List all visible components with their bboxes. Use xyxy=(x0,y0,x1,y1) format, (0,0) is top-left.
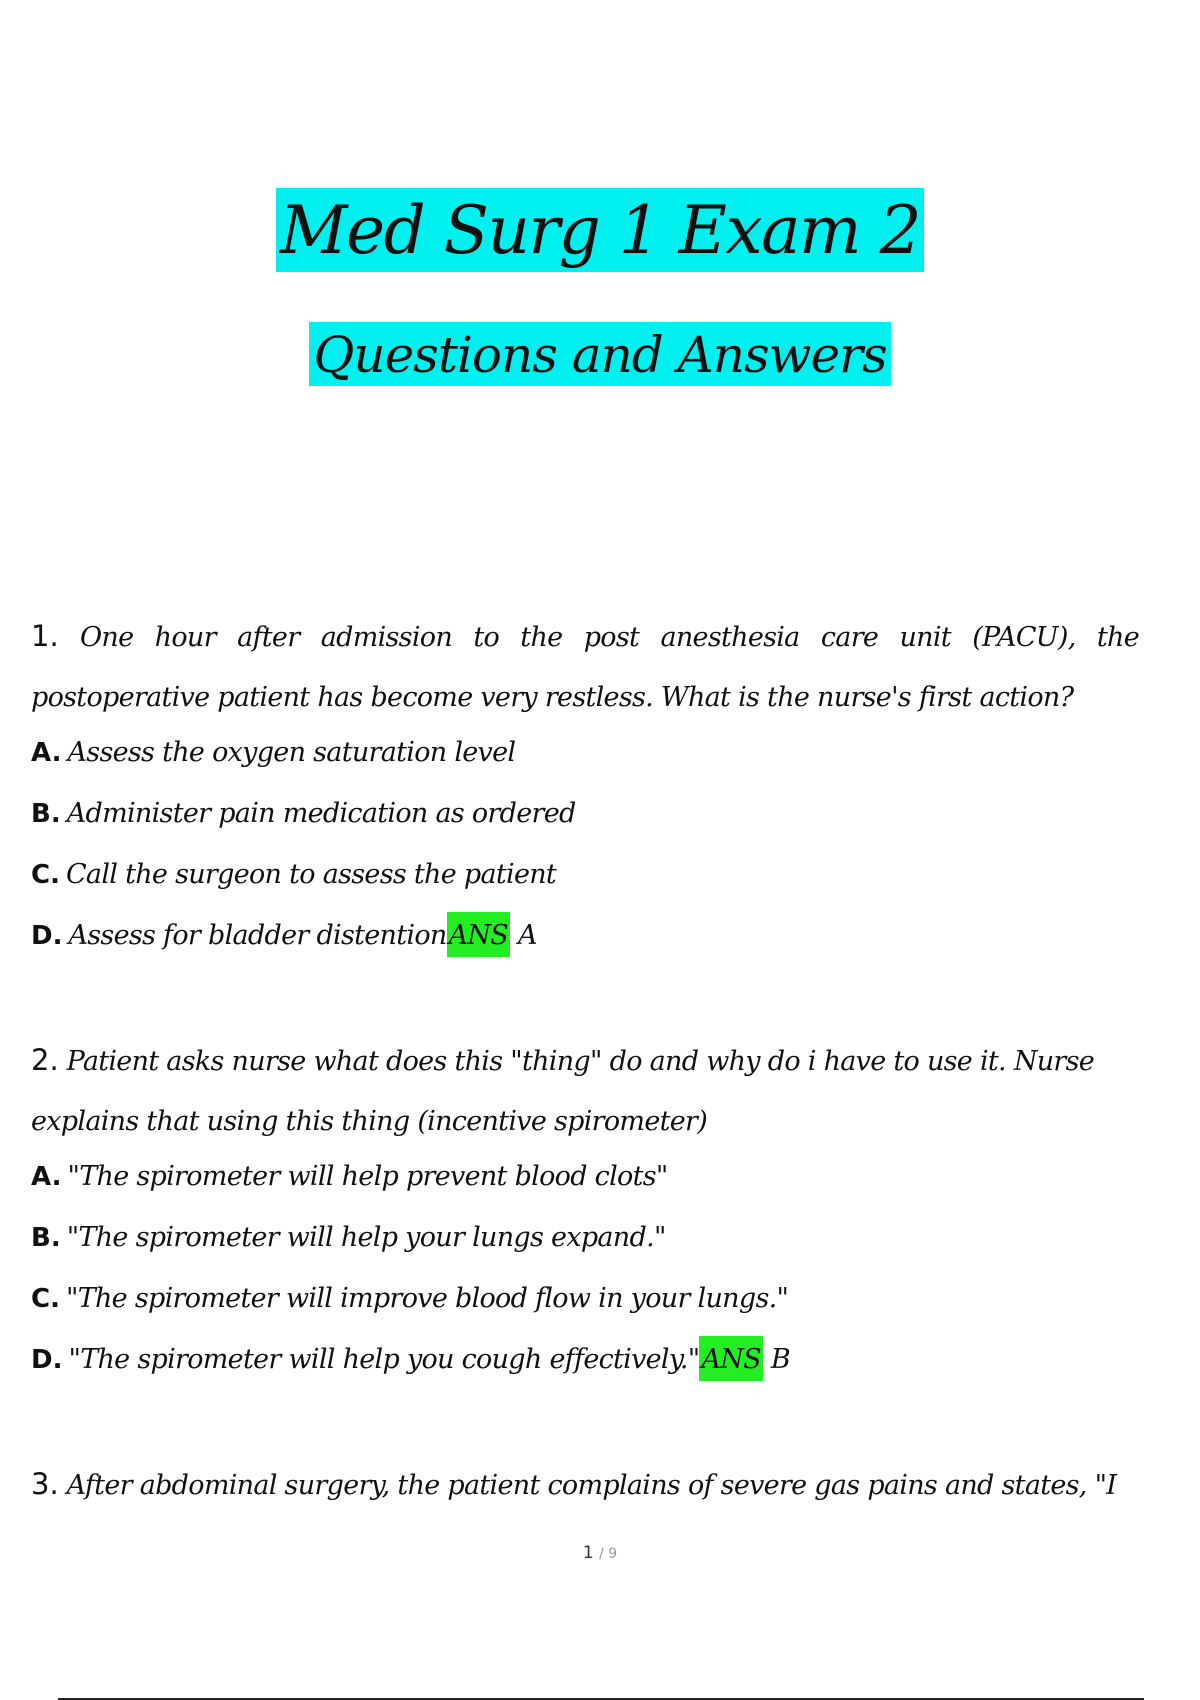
option-text: "The spirometer will improve blood flow in your lungs." xyxy=(65,1283,789,1314)
option-text: Assess for bladder distention xyxy=(68,920,447,951)
page-indicator xyxy=(0,1543,1200,1563)
answer-value: A xyxy=(518,920,537,951)
option-letter: D. xyxy=(31,921,63,951)
question-3 xyxy=(31,1454,1139,1515)
option-letter: B. xyxy=(31,1223,61,1253)
option-text: Administer pain medication as ordered xyxy=(66,798,576,829)
answer-label-highlight: ANS xyxy=(447,912,511,957)
question-2-option-d xyxy=(31,1329,790,1391)
question-number: 1. xyxy=(31,619,59,653)
subtitle-block xyxy=(0,322,1200,386)
option-letter: B. xyxy=(31,799,61,829)
question-2-line-1 xyxy=(31,1030,1139,1091)
option-text: Call the surgeon to assess the patient xyxy=(65,859,557,890)
question-1-option-c xyxy=(31,844,556,906)
question-text: After abdominal surgery, the patient complains of severe gas pains and states, "I xyxy=(66,1470,1117,1501)
question-2-option-a xyxy=(31,1146,668,1208)
document-title: Med Surg 1 Exam 2 xyxy=(276,188,924,272)
option-text: "The spirometer will help your lungs expand." xyxy=(66,1222,666,1253)
option-letter: C. xyxy=(31,1284,60,1314)
question-number: 2. xyxy=(31,1043,59,1077)
question-text: One hour after admission to the post anesthesia care unit (PACU), the xyxy=(79,622,1139,653)
option-text: Assess the oxygen saturation level xyxy=(67,737,516,768)
option-letter: C. xyxy=(31,860,60,890)
question-2-line-2: explains that using this thing (incentive spirometer) xyxy=(31,1106,708,1137)
option-letter: D. xyxy=(31,1345,63,1375)
question-1-option-a xyxy=(31,722,515,784)
title-block xyxy=(0,188,1200,272)
question-1 xyxy=(31,606,1139,728)
option-letter: A. xyxy=(31,738,62,768)
document-subtitle: Questions and Answers xyxy=(309,322,890,386)
question-1-line-1 xyxy=(31,606,1139,667)
question-1-line-2: postoperative patient has become very restless. What is the nurse's first action? xyxy=(31,682,1074,713)
answer-value: B xyxy=(770,1344,791,1375)
question-number: 3. xyxy=(31,1467,59,1501)
option-letter: A. xyxy=(31,1162,62,1192)
total-pages: / 9 xyxy=(599,1546,618,1562)
question-2-option-c xyxy=(31,1268,788,1330)
question-1-option-d xyxy=(31,905,537,967)
answer-label-highlight: ANS xyxy=(699,1336,763,1381)
option-text: "The spirometer will help prevent blood clots" xyxy=(67,1161,668,1192)
current-page-number: 1 xyxy=(582,1543,594,1563)
question-1-option-b xyxy=(31,783,576,845)
question-2-option-b xyxy=(31,1207,666,1269)
question-text: Patient asks nurse what does this "thing" do and why do i have to use it. Nurse xyxy=(66,1046,1095,1077)
question-3-line-1 xyxy=(31,1454,1139,1515)
question-2 xyxy=(31,1030,1139,1152)
option-text: "The spirometer will help you cough effectively." xyxy=(68,1344,700,1375)
